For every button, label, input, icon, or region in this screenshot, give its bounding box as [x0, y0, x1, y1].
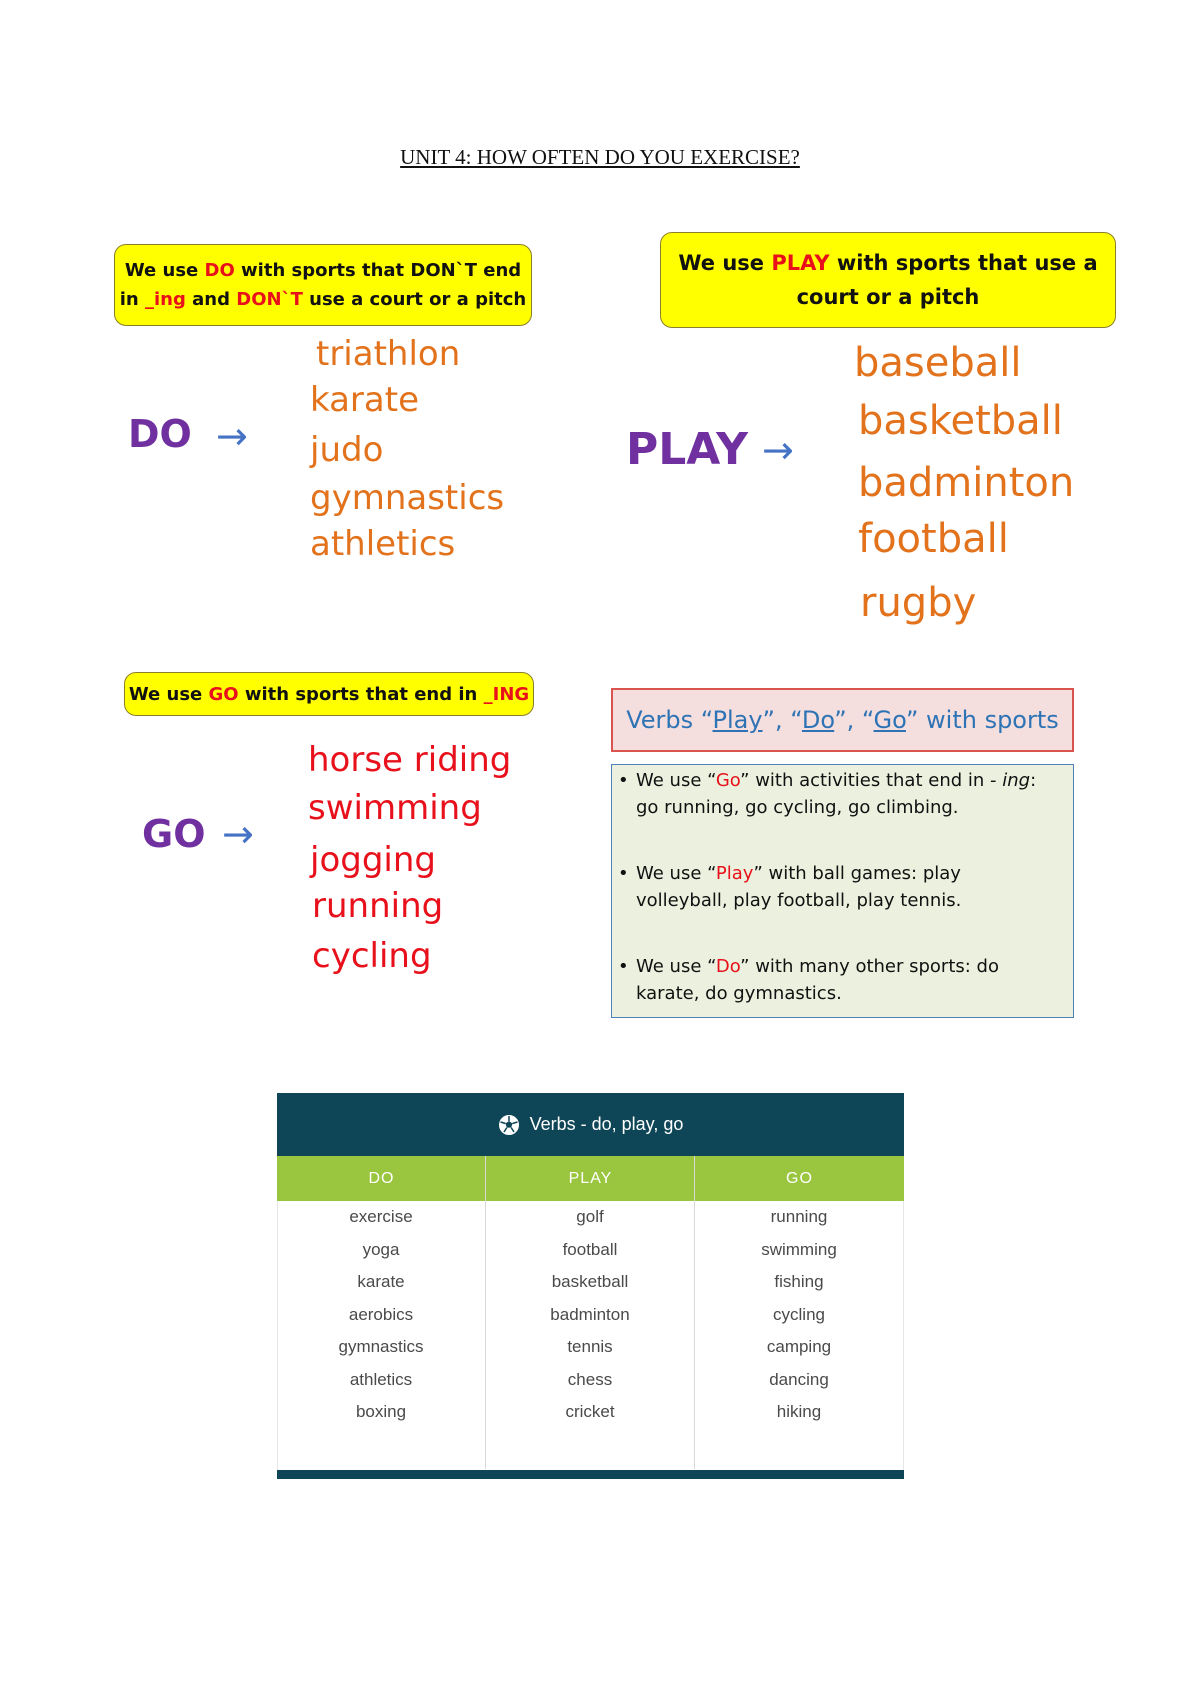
list-item: football — [858, 516, 1009, 562]
table-cell: cricket — [565, 1402, 615, 1421]
play-rule-text: with sports that use a — [829, 251, 1098, 275]
bullet-text: ” with many other sports: do — [740, 956, 999, 977]
go-arrow-icon: → — [222, 812, 254, 856]
bullet-text: : — [1030, 770, 1037, 791]
verbs-heading-text: ” with sports — [905, 706, 1059, 734]
table-cell: boxing — [355, 1402, 407, 1421]
bullet-verb: Play — [715, 863, 754, 884]
table-cell: yoga — [362, 1239, 400, 1259]
play-rule-text: court or a pitch — [796, 285, 980, 309]
table-cell: football — [562, 1239, 618, 1259]
verbs-heading-text: Verbs “ — [626, 706, 713, 734]
table-cell: tennis — [567, 1337, 613, 1356]
bullet-text: We use “ — [636, 956, 716, 977]
table-edge — [903, 1201, 904, 1470]
column-header-play: PLAY — [568, 1169, 613, 1187]
bullet-em: ing — [1002, 770, 1031, 791]
bullet-item-go — [618, 767, 1059, 821]
bullet-item-play — [618, 860, 1059, 914]
bullet-icon: • — [618, 956, 629, 977]
list-item: rugby — [860, 580, 977, 626]
do-rule-text: We use — [124, 260, 205, 281]
list-item: jogging — [310, 840, 436, 880]
play-rule-verb: PLAY — [771, 251, 830, 275]
go-rule-box — [124, 672, 534, 716]
do-rule-text: and — [185, 289, 237, 310]
verbs-heading-go: Go — [873, 706, 906, 734]
verbs-table-header — [277, 1093, 904, 1156]
verbs-heading-box — [611, 688, 1074, 752]
list-item: karate — [310, 380, 419, 420]
table-cell: cycling — [773, 1304, 825, 1324]
bullet-text: karate, do gymnastics. — [636, 983, 842, 1004]
do-rule-box — [114, 244, 532, 326]
list-item: swimming — [308, 788, 482, 828]
list-item: gymnastics — [310, 478, 505, 518]
bullet-text: We use “ — [636, 863, 716, 884]
table-cell: gymnastics — [338, 1337, 424, 1356]
do-rule-dont: DON`T — [236, 289, 303, 310]
bullet-icon: • — [618, 863, 629, 884]
verbs-explanation-box — [611, 764, 1074, 1018]
table-cell: golf — [576, 1207, 604, 1226]
do-verb-label: DO — [128, 412, 192, 456]
list-item: triathlon — [316, 334, 461, 374]
column-play — [486, 1201, 694, 1469]
table-cell: karate — [357, 1272, 405, 1291]
bullet-icon: • — [618, 770, 629, 791]
table-cell: dancing — [769, 1369, 829, 1389]
table-cell: basketball — [551, 1272, 629, 1291]
play-arrow-icon: → — [762, 428, 794, 472]
bullet-text: volleyball, play football, play tennis. — [636, 890, 962, 911]
verbs-heading-play: Play — [712, 706, 763, 734]
list-item: running — [312, 886, 444, 926]
table-cell: badminton — [550, 1304, 630, 1324]
go-rule-ing: _ING — [483, 683, 530, 705]
table-footer-bar — [277, 1470, 904, 1479]
bullet-verb: Go — [715, 770, 741, 791]
go-rule-text: We use — [128, 683, 209, 705]
do-arrow-icon: → — [216, 414, 248, 458]
do-rule-text: with sports that DON`T end — [234, 260, 522, 281]
bullet-text: go running, go cycling, go climbing. — [636, 797, 959, 818]
table-cell: exercise — [349, 1207, 413, 1226]
list-item: cycling — [312, 936, 432, 976]
bullet-item-do — [618, 953, 1059, 1007]
column-header-do: DO — [368, 1169, 395, 1187]
table-cell: athletics — [349, 1369, 413, 1389]
table-cell: fishing — [774, 1272, 824, 1291]
column-do — [277, 1201, 485, 1469]
football-icon — [498, 1114, 520, 1136]
table-cell: hiking — [776, 1402, 822, 1421]
list-item: judo — [310, 430, 384, 470]
table-cell: chess — [567, 1369, 613, 1389]
list-item: athletics — [310, 524, 456, 564]
table-cell: swimming — [761, 1239, 837, 1259]
go-rule-text: with sports that end in — [238, 683, 484, 705]
go-rule-verb: GO — [208, 683, 239, 705]
do-rule-text: in — [119, 289, 146, 310]
bullet-text: ” with activities that end in - — [740, 770, 1003, 791]
list-item: badminton — [858, 460, 1075, 506]
verbs-table-title: Verbs - do, play, go — [529, 1114, 684, 1134]
verbs-table-column-headers — [277, 1156, 904, 1201]
verbs-heading-text: ”, “ — [834, 706, 874, 734]
verbs-heading-text: ”, “ — [762, 706, 802, 734]
bullet-text: ” with ball games: play — [753, 863, 961, 884]
verbs-table — [277, 1093, 904, 1479]
do-rule-verb: DO — [204, 260, 235, 281]
table-cell: running — [770, 1207, 828, 1226]
page-title: UNIT 4: HOW OFTEN DO YOU EXERCISE? — [400, 145, 800, 169]
list-item: basketball — [858, 398, 1063, 444]
table-cell: camping — [766, 1337, 832, 1356]
do-rule-ing: _ing — [145, 289, 186, 310]
do-rule-text: use a court or a pitch — [302, 289, 527, 310]
verbs-heading-do: Do — [801, 706, 835, 734]
list-item: horse riding — [308, 740, 512, 780]
column-go — [695, 1201, 903, 1469]
table-cell: aerobics — [348, 1304, 414, 1324]
play-rule-box — [660, 232, 1116, 328]
go-verb-label: GO — [142, 812, 206, 856]
play-verb-label: PLAY — [626, 424, 748, 475]
play-rule-text: We use — [678, 251, 772, 275]
bullet-text: We use “ — [636, 770, 716, 791]
list-item: baseball — [854, 340, 1022, 386]
column-header-go: GO — [786, 1169, 813, 1187]
bullet-verb: Do — [715, 956, 741, 977]
